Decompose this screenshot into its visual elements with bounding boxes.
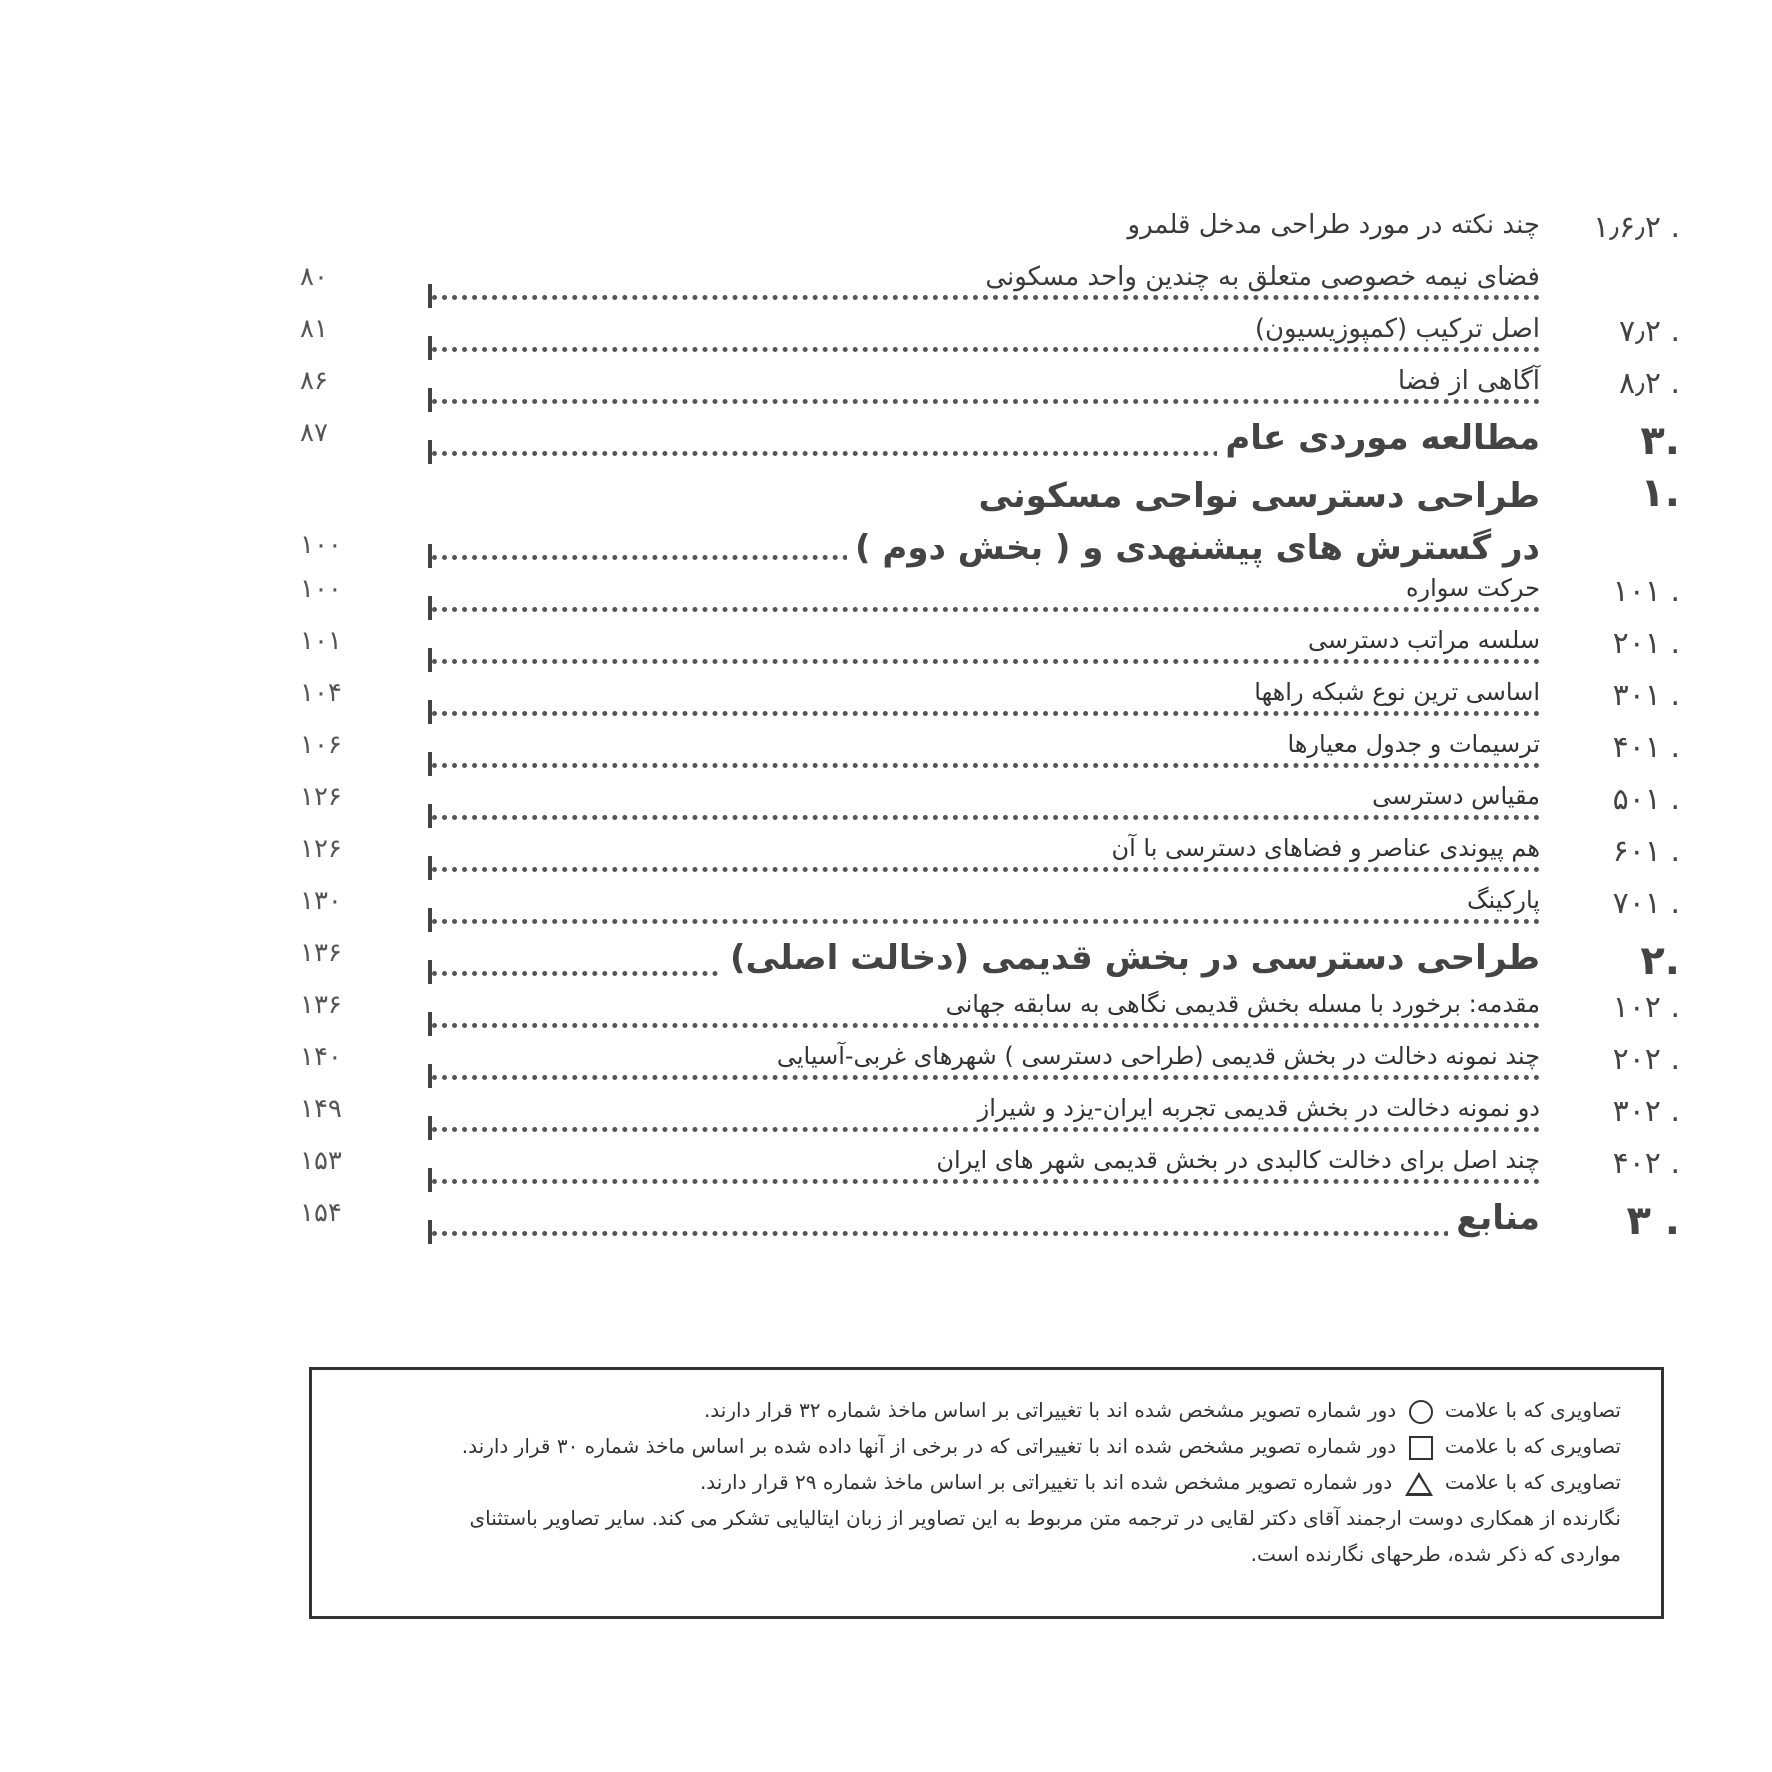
toc-entry-page-number: ۱۰۰ bbox=[300, 574, 342, 604]
note-text: دور شماره تصویر مشخص شده اند با تغییراتی بر اساس ماخذ شماره ۳۲ قرار دارند. bbox=[703, 1398, 1397, 1422]
toc-entry-page-number: ۱۳۶ bbox=[300, 990, 342, 1020]
dot-leader bbox=[432, 919, 1540, 924]
toc-entry-number: ۵۰۱ . bbox=[1612, 782, 1680, 817]
toc-entry-page-number: ۱۲۶ bbox=[300, 782, 342, 812]
toc-entry bbox=[300, 678, 1680, 730]
dot-leader bbox=[432, 1179, 1540, 1184]
toc-entry-title: آگاهی از فضا bbox=[1390, 366, 1540, 396]
toc-entry-page-number: ۱۳۶ bbox=[300, 938, 342, 968]
dot-leader bbox=[432, 1023, 1540, 1028]
toc-entry bbox=[300, 1198, 1680, 1250]
toc-entry bbox=[300, 1042, 1680, 1094]
toc-entry-title-line: طراحی دسترسی نواحی مسکونی bbox=[978, 476, 1540, 516]
toc-entry-title: طراحی دسترسی در بخش قدیمی (دخالت اصلی) bbox=[722, 938, 1540, 978]
toc-entry-page-number: ۱۲۶ bbox=[300, 834, 342, 864]
dot-leader bbox=[432, 399, 1540, 404]
table-of-contents bbox=[300, 210, 1680, 1250]
toc-entry bbox=[300, 210, 1680, 262]
toc-entry bbox=[300, 782, 1680, 834]
toc-entry-title: ترسیمات و جدول معیارها bbox=[1279, 730, 1540, 758]
dot-leader bbox=[432, 711, 1540, 716]
toc-entry-title: اصل ترکیب (کمپوزیسیون) bbox=[1247, 314, 1540, 344]
toc-entry-title: چند نکته در مورد طراحی مدخل قلمرو bbox=[1120, 210, 1540, 240]
toc-entry-title-line: در گسترش های پیشنهدی و ( بخش دوم ) bbox=[855, 528, 1540, 568]
toc-entry-number: ۲. bbox=[1640, 938, 1680, 984]
toc-entry-title: هم پیوندی عناصر و فضاهای دسترسی با آن bbox=[1103, 834, 1540, 862]
toc-entry-page-number: ۱۴۹ bbox=[300, 1094, 342, 1124]
toc-entry-page-number: ۱۰۱ bbox=[300, 626, 342, 656]
dot-leader bbox=[432, 815, 1540, 820]
toc-entry-page-number: ۱۴۰ bbox=[300, 1042, 342, 1072]
toc-entry-page-number: ۱۳۰ bbox=[300, 886, 342, 916]
toc-entry-number: ۳. bbox=[1640, 418, 1680, 464]
toc-entry-number: ۸٫۲ . bbox=[1618, 366, 1680, 401]
toc-entry bbox=[300, 470, 1680, 574]
toc-entry-number: ۱۰۲ . bbox=[1612, 990, 1680, 1025]
toc-entry-number: ۷٫۲ . bbox=[1618, 314, 1680, 349]
note-text: دور شماره تصویر مشخص شده اند با تغییراتی بر اساس ماخذ شماره ۲۹ قرار دارند. bbox=[699, 1470, 1393, 1494]
note-prefix: تصاویری که با علامت bbox=[1444, 1470, 1621, 1494]
dot-leader bbox=[432, 867, 1540, 872]
toc-entry-title: مقدمه: برخورد با مسله بخش قدیمی نگاهی به سابقه جهانی bbox=[938, 990, 1540, 1018]
note-text: دور شماره تصویر مشخص شده اند با تغییراتی که در برخی از آنها داده شده بر اساس ماخذ شماره ۳۰ قرار دارند. bbox=[461, 1434, 1397, 1458]
triangle-icon bbox=[1405, 1472, 1433, 1496]
circle-icon bbox=[1409, 1400, 1433, 1424]
circle-note bbox=[352, 1392, 1621, 1428]
toc-entry-title: فضای نیمه خصوصی متعلق به چندین واحد مسکونی bbox=[977, 262, 1540, 292]
toc-entry-title: مقیاس دسترسی bbox=[1364, 782, 1540, 810]
toc-entry-number: ۳۰۱ . bbox=[1612, 678, 1680, 713]
toc-entry-title: چند نمونه دخالت در بخش قدیمی (طراحی دسترسی ) شهرهای غربی-آسیایی bbox=[769, 1042, 1540, 1070]
triangle-note bbox=[352, 1464, 1621, 1500]
toc-entry bbox=[300, 1146, 1680, 1198]
dot-leader bbox=[432, 1075, 1540, 1080]
toc-entry bbox=[300, 574, 1680, 626]
toc-entry-number: ۱٫۶٫۲ . bbox=[1593, 210, 1680, 245]
toc-entry-title: سلسه مراتب دسترسی bbox=[1300, 626, 1540, 654]
toc-entry-number: ۴۰۱ . bbox=[1612, 730, 1680, 765]
note-prefix: تصاویری که با علامت bbox=[1444, 1398, 1621, 1422]
credit-line-2: مواردی که ذکر شده، طرحهای نگارنده است. bbox=[1250, 1542, 1621, 1566]
toc-entry-title: حرکت سواره bbox=[1398, 574, 1540, 602]
square-icon bbox=[1409, 1436, 1433, 1460]
toc-entry-page-number: ۱۰۰ bbox=[300, 530, 342, 560]
dot-leader bbox=[432, 607, 1540, 612]
toc-entry bbox=[300, 626, 1680, 678]
dot-leader bbox=[432, 1231, 1540, 1236]
toc-entry-page-number: ۸۰ bbox=[300, 262, 328, 292]
toc-entry bbox=[300, 262, 1680, 314]
toc-entry-number: ۳۰۲ . bbox=[1612, 1094, 1680, 1129]
toc-entry-title: اساسی ترین نوع شبکه راهها bbox=[1246, 678, 1540, 706]
toc-entry-title: چند اصل برای دخالت کالبدی در بخش قدیمی شهر های ایران bbox=[928, 1146, 1540, 1174]
toc-entry-title: مطالعه موردی عام bbox=[1217, 418, 1540, 458]
toc-entry bbox=[300, 366, 1680, 418]
dot-leader bbox=[432, 347, 1540, 352]
toc-entry-page-number: ۱۵۴ bbox=[300, 1198, 342, 1228]
dot-leader bbox=[432, 295, 1540, 300]
toc-entry-number: ۱۰۱ . bbox=[1612, 574, 1680, 609]
toc-entry bbox=[300, 418, 1680, 470]
square-note bbox=[352, 1428, 1621, 1464]
toc-entry-title: دو نمونه دخالت در بخش قدیمی تجربه ایران-یزد و شیراز bbox=[970, 1094, 1540, 1122]
toc-entry-number: ۳ . bbox=[1626, 1198, 1680, 1244]
dot-leader bbox=[432, 763, 1540, 768]
toc-entry-page-number: ۱۰۶ bbox=[300, 730, 342, 760]
toc-entry-page-number: ۸۶ bbox=[300, 366, 328, 396]
toc-entry-number: ۴۰۲ . bbox=[1612, 1146, 1680, 1181]
toc-entry-page-number: ۱۰۴ bbox=[300, 678, 342, 708]
toc-entry-number: ۲۰۱ . bbox=[1612, 626, 1680, 661]
toc-entry bbox=[300, 990, 1680, 1042]
toc-entry-title: پارکینگ bbox=[1459, 886, 1540, 914]
toc-entry-page-number: ۱۵۳ bbox=[300, 1146, 342, 1176]
toc-entry bbox=[300, 938, 1680, 990]
toc-entry-page-number: ۸۱ bbox=[300, 314, 328, 344]
toc-entry-title: منابع bbox=[1448, 1198, 1540, 1238]
toc-entry bbox=[300, 314, 1680, 366]
toc-entry-number: ۶۰۱ . bbox=[1612, 834, 1680, 869]
toc-entry bbox=[300, 1094, 1680, 1146]
dot-leader bbox=[432, 659, 1540, 664]
toc-entry-number: ۲۰۲ . bbox=[1612, 1042, 1680, 1077]
credit-line-1: نگارنده از همکاری دوست ارجمند آقای دکتر لقایی در ترجمه متن مربوط به این تصاویر از زبان ایتالیایی تشکر می کند. سایر تصاویر باستثنای bbox=[469, 1506, 1621, 1530]
toc-entry bbox=[300, 730, 1680, 782]
toc-entry-number: ۱. bbox=[1640, 470, 1680, 516]
toc-entry-page-number: ۸۷ bbox=[300, 418, 328, 448]
toc-entry-title bbox=[847, 470, 1540, 574]
image-credits-box bbox=[309, 1367, 1664, 1619]
dot-leader bbox=[432, 1127, 1540, 1132]
note-prefix: تصاویری که با علامت bbox=[1444, 1434, 1621, 1458]
toc-entry bbox=[300, 886, 1680, 938]
toc-entry-number: ۷۰۱ . bbox=[1612, 886, 1680, 921]
toc-entry bbox=[300, 834, 1680, 886]
